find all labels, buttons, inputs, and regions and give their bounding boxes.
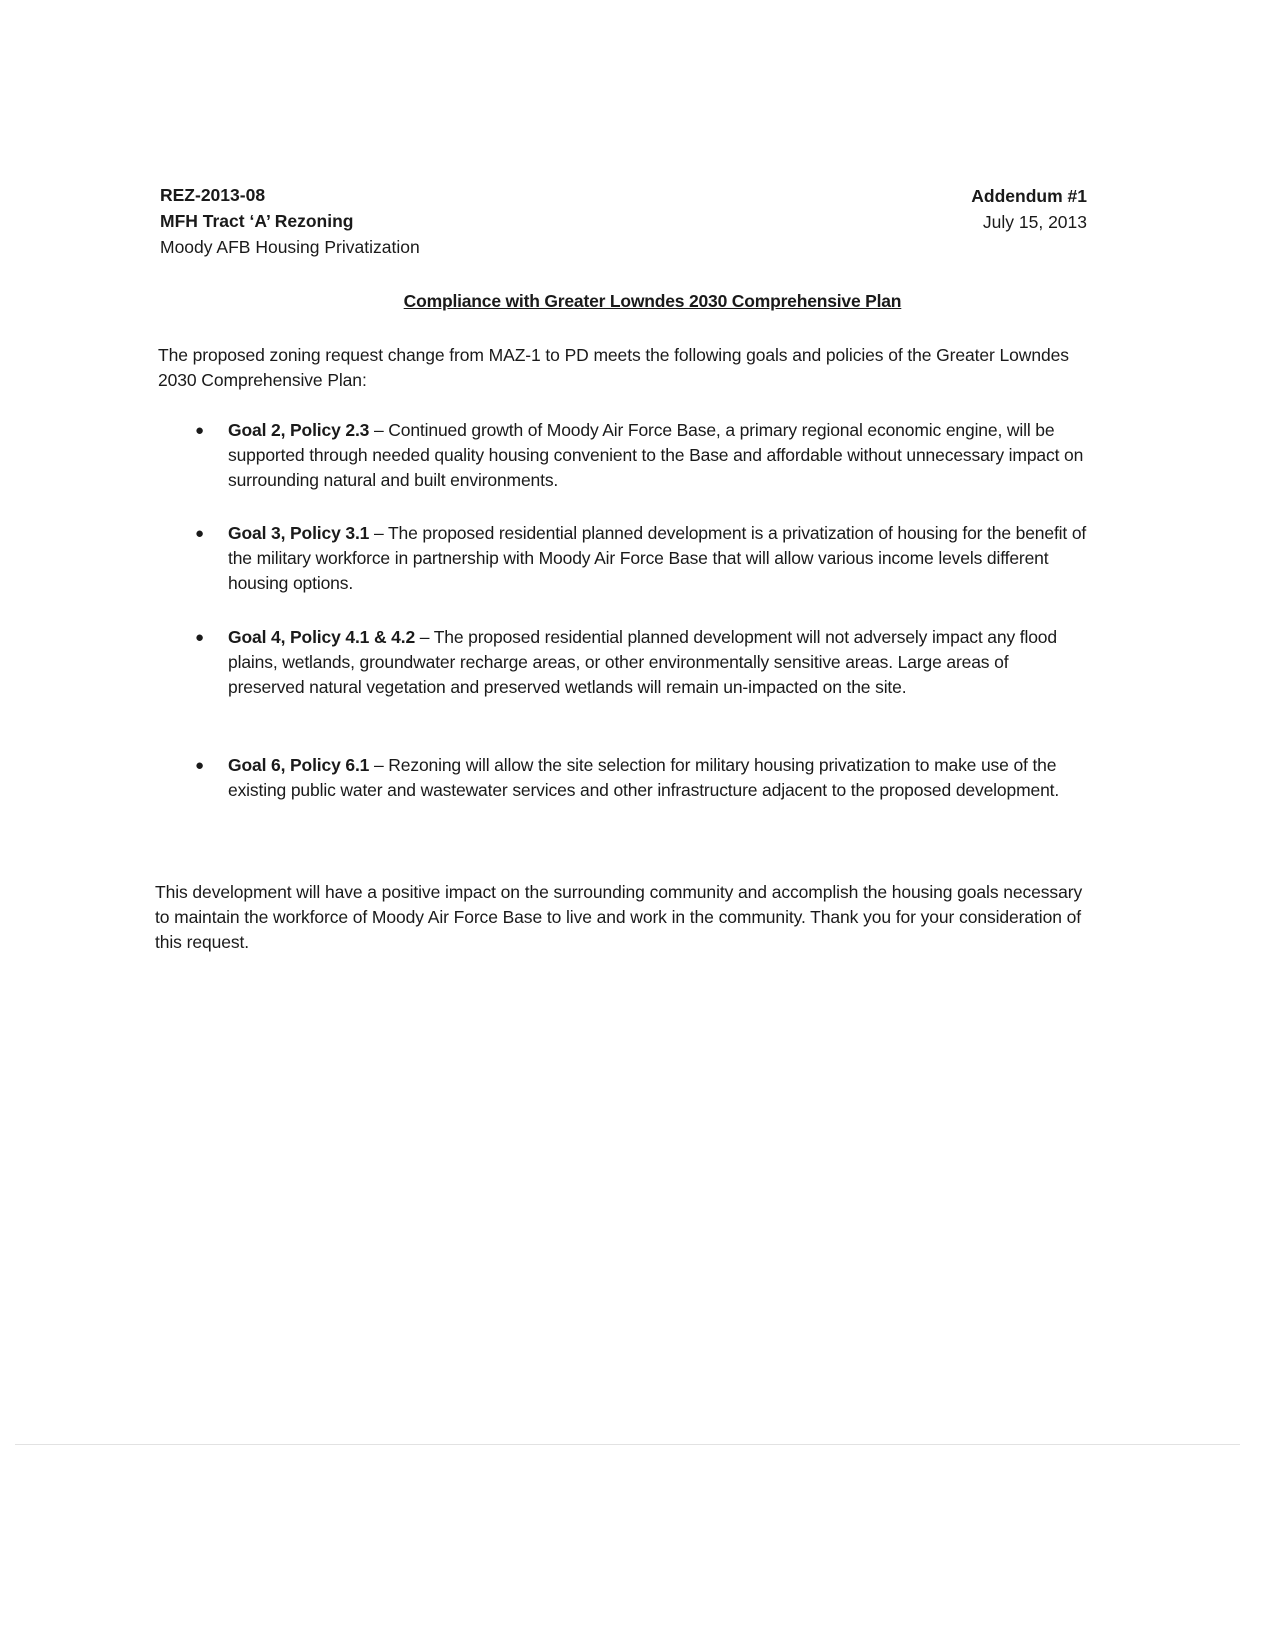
document-date: July 15, 2013 — [982, 212, 1087, 232]
header-left — [160, 182, 420, 260]
goal-label: Goal 6, Policy 6.1 — [228, 755, 370, 775]
goal-text: – Continued growth of Moody Air Force Base, a primary regional economic engine, will be supported through needed quality housing convenient to the Base and affordable without unnecessary impact on surrounding natural and built environments. — [228, 420, 1084, 490]
list-item — [195, 418, 1088, 493]
project-subtitle: Moody AFB Housing Privatization — [160, 237, 420, 257]
intro-paragraph: The proposed zoning request change from MAZ-1 to PD meets the following goals and policies of the Greater Lowndes 2030 Comprehensive Plan: — [158, 345, 1069, 390]
bullet-icon: ● — [195, 629, 204, 646]
goal-label: Goal 3, Policy 3.1 — [228, 523, 370, 543]
header-right — [971, 183, 1087, 235]
bullet-icon: ● — [195, 757, 204, 774]
goal-label: Goal 4, Policy 4.1 & 4.2 — [228, 627, 416, 647]
goal-text: – The proposed residential planned development will not adversely impact any flood plains, wetlands, groundwater recharge areas, or other environmentally sensitive areas. Large areas of preserved natural vegetation and preserved wetlands will remain un-impacted on the site. — [228, 627, 1057, 697]
scan-divider-line — [15, 1444, 1240, 1445]
list-item — [195, 753, 1088, 803]
goal-text: – The proposed residential planned development is a privatization of housing for the benefit of the military workforce in partnership with Moody Air Force Base that will allow various income levels different housing options. — [228, 523, 1087, 593]
goal-text: – Rezoning will allow the site selection for military housing privatization to make use of the existing public water and wastewater services and other infrastructure adjacent to the proposed development. — [228, 755, 1060, 800]
bullet-icon: ● — [195, 525, 204, 542]
addendum-label: Addendum #1 — [971, 186, 1087, 206]
case-number: REZ-2013-08 — [160, 185, 266, 205]
closing-paragraph: This development will have a positive impact on the surrounding community and accomplish the housing goals necessary to maintain the workforce of Moody Air Force Base to live and work in the community. Thank you for your consideration of this request. — [155, 882, 1083, 952]
list-item — [195, 521, 1088, 596]
list-item — [195, 625, 1088, 700]
project-name: MFH Tract ‘A’ Rezoning — [160, 211, 354, 231]
bullet-icon: ● — [195, 422, 204, 439]
goal-label: Goal 2, Policy 2.3 — [228, 420, 370, 440]
document-title-wrap — [0, 289, 1275, 314]
document-title: Compliance with Greater Lowndes 2030 Comprehensive Plan — [403, 291, 902, 311]
